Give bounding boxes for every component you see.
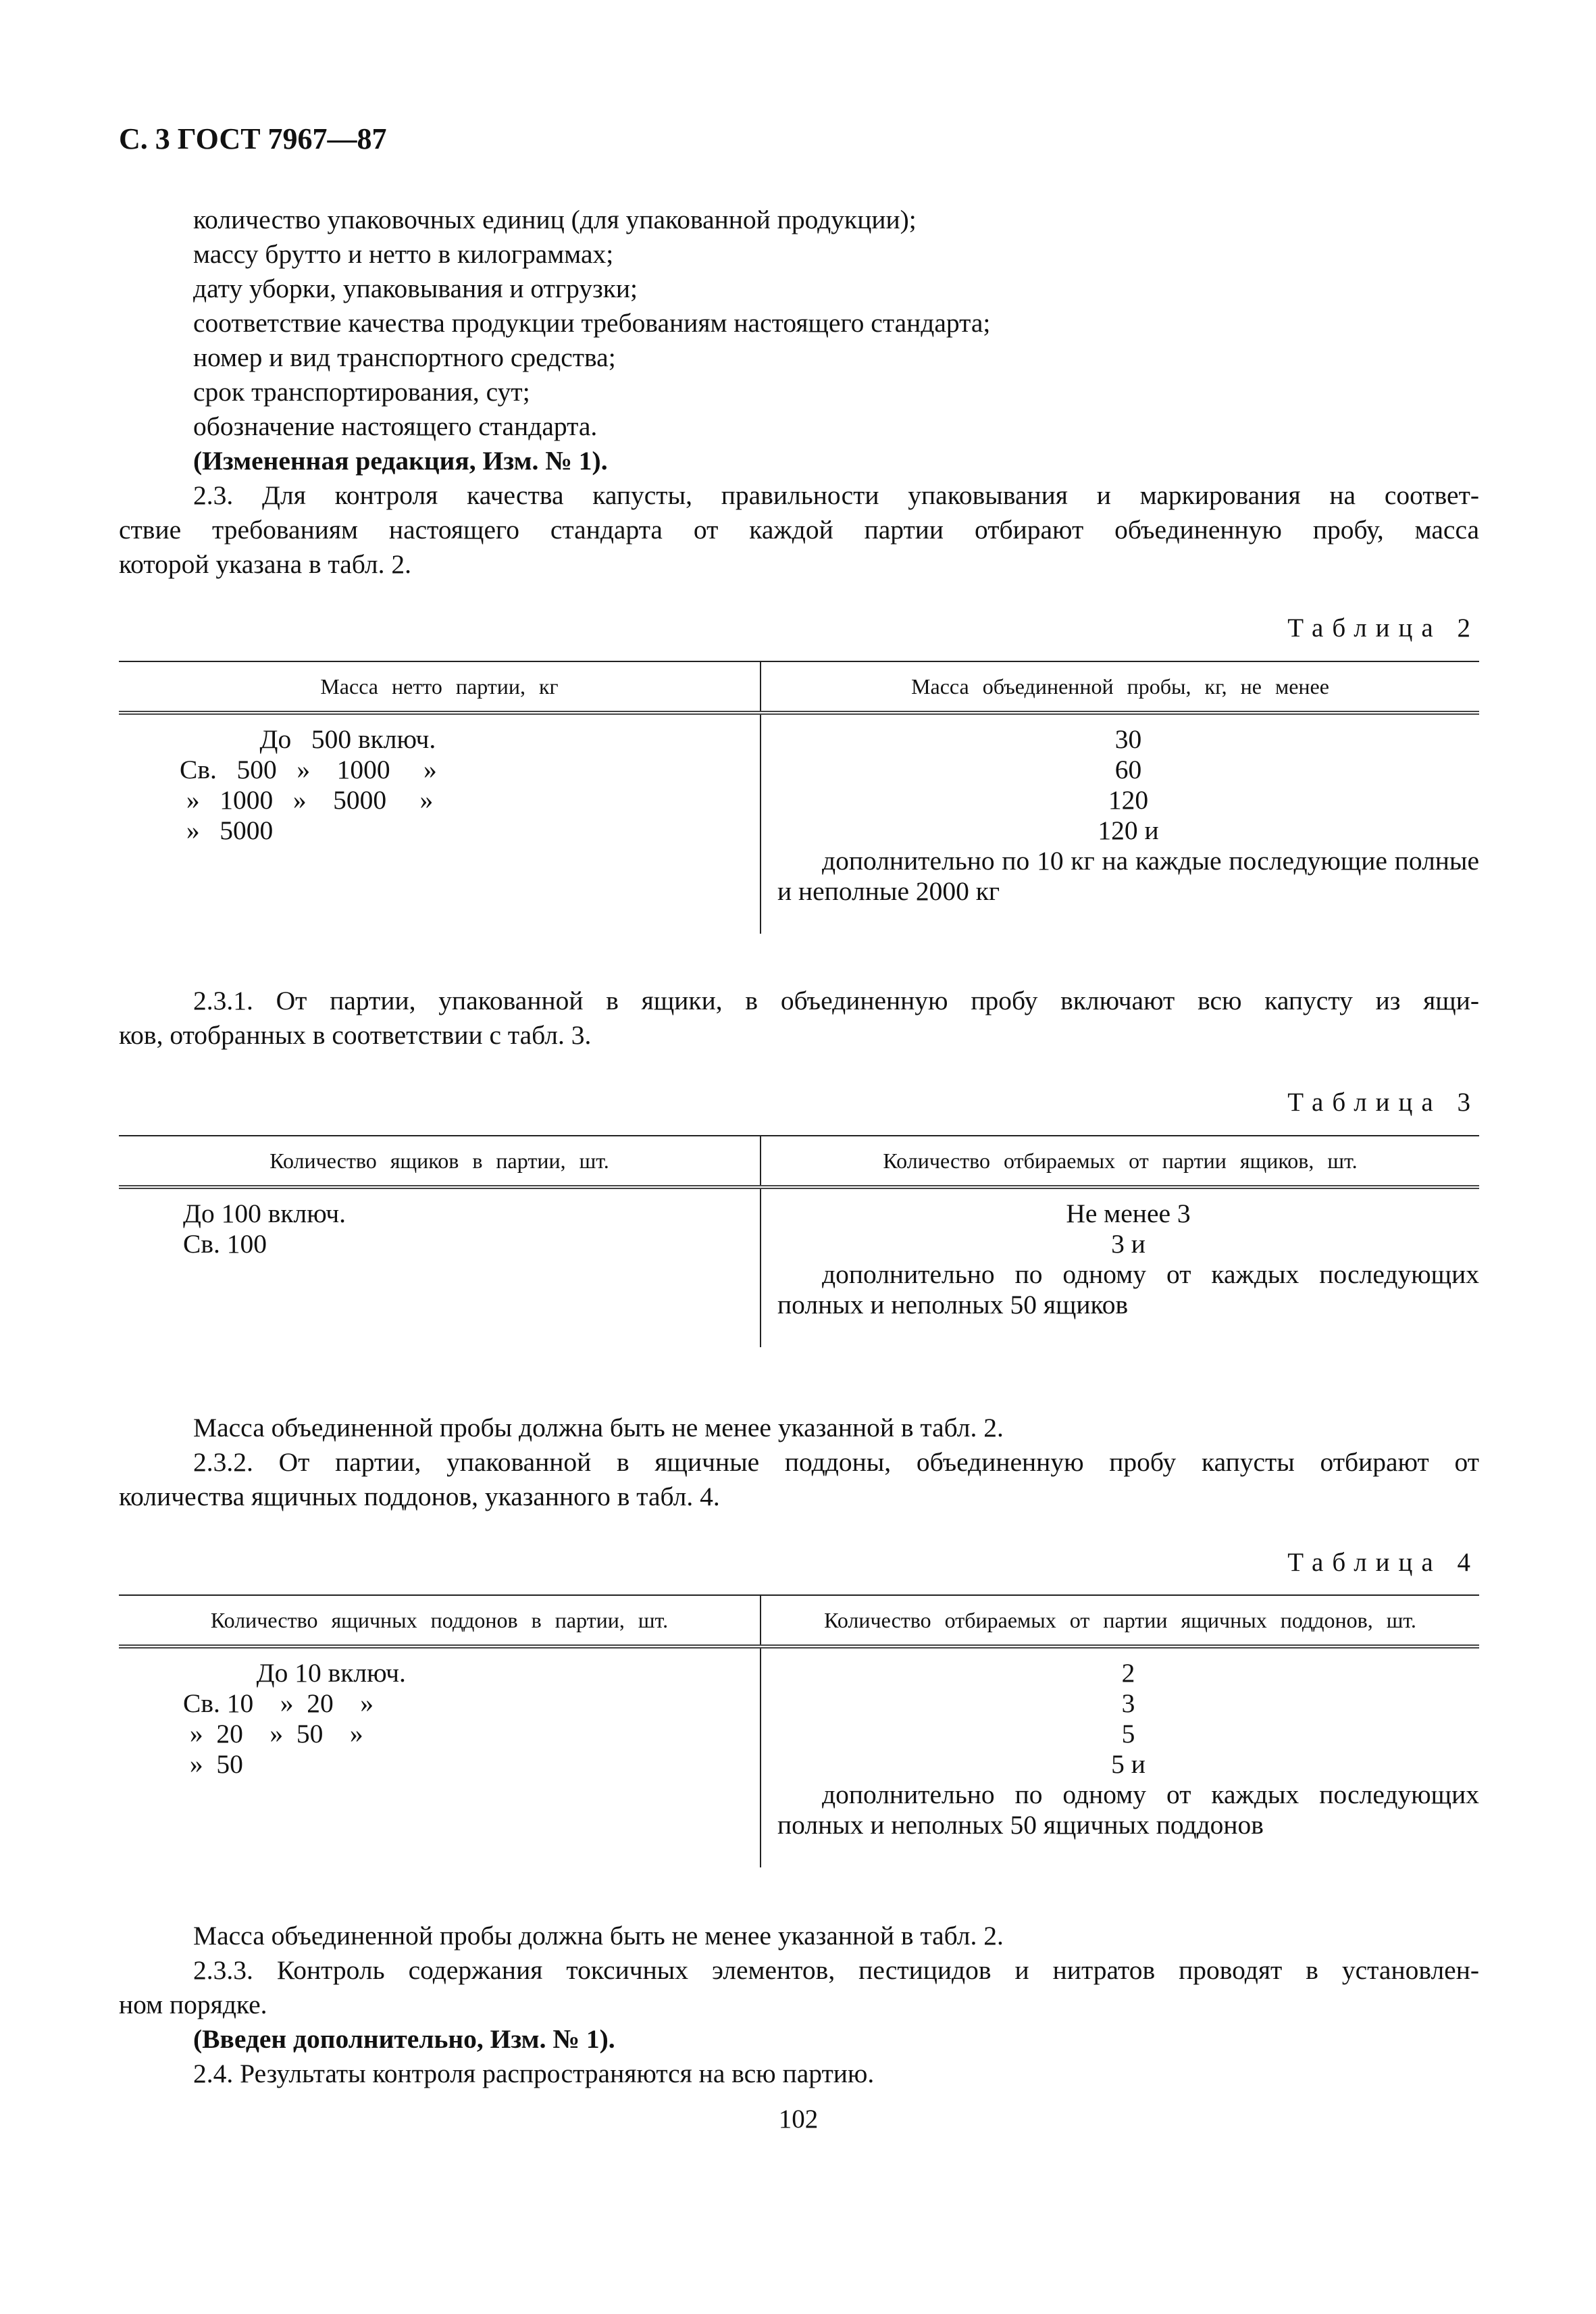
table-header-cell: Масса нетто партии, кг bbox=[119, 661, 761, 713]
table-header-cell: Количество отбираемых от партии ящичных поддонов, шт. bbox=[761, 1595, 1479, 1646]
table-row: Св. 100 bbox=[183, 1229, 267, 1259]
table-row: Св. 10 » 20 » bbox=[183, 1688, 374, 1718]
table-row: До 500 включ. bbox=[180, 724, 436, 754]
table-row: Св. 500 » 1000 » bbox=[180, 755, 437, 784]
table-value: 30 bbox=[1114, 724, 1142, 754]
table-header-cell: Количество отбираемых от партии ящиков, шт. bbox=[761, 1136, 1479, 1187]
table-3-caption: Таблица 3 bbox=[1287, 1088, 1479, 1117]
mid-block bbox=[119, 1411, 1479, 1514]
table-note: дополнительно по 10 кг на каждые последующие полные и неполные 2000 кг bbox=[777, 846, 1479, 906]
table-3 bbox=[119, 1135, 1479, 1347]
page-header: С. 3 ГОСТ 7967—87 bbox=[119, 122, 387, 155]
amendment-note: (Введен дополнительно, Изм. № 1). bbox=[193, 2024, 615, 2054]
list-line: срок транспортирования, сут; bbox=[193, 377, 530, 407]
table-value: 60 bbox=[1114, 755, 1142, 784]
table-row: » 50 bbox=[183, 1749, 243, 1779]
table-row: » 5000 bbox=[180, 815, 274, 845]
table-cell-box-count bbox=[119, 1187, 761, 1347]
table-note: дополнительно по одному от каждых последующих полных и неполных 50 ящиков bbox=[777, 1259, 1479, 1319]
table-cell-selected-boxes bbox=[761, 1187, 1479, 1347]
table-cell-pallet-count bbox=[119, 1646, 761, 1867]
table-2-caption: Таблица 2 bbox=[1287, 613, 1479, 643]
table-4-caption: Таблица 4 bbox=[1287, 1548, 1479, 1577]
paragraph-line: которой указана в табл. 2. bbox=[119, 549, 411, 579]
page-number: 102 bbox=[778, 2105, 819, 2134]
paragraph-line: количества ящичных поддонов, указанного в табл. 4. bbox=[119, 1482, 720, 1511]
table-header-cell: Количество ящиков в партии, шт. bbox=[119, 1136, 761, 1187]
list-line: соответствие качества продукции требованиям настоящего стандарта; bbox=[193, 308, 991, 338]
table-value: 3 и bbox=[1111, 1229, 1145, 1259]
paragraph-line: 2.3.3. Контроль содержания токсичных элементов, пестицидов и нитратов проводят в установлен- bbox=[193, 1955, 1479, 1985]
paragraph-line: ков, отобранных в соответствии с табл. 3. bbox=[119, 1020, 592, 1050]
intro-block bbox=[119, 203, 1479, 582]
paragraph-line: 2.4. Результаты контроля распространяются на всю партию. bbox=[193, 2059, 875, 2088]
table-header-cell: Масса объединенной пробы, кг, не менее bbox=[761, 661, 1479, 713]
table-row: » 20 » 50 » bbox=[183, 1719, 363, 1749]
table-value: 5 и bbox=[1111, 1749, 1145, 1779]
table-2 bbox=[119, 661, 1479, 934]
table-value: 5 bbox=[1121, 1719, 1135, 1749]
table-4 bbox=[119, 1594, 1479, 1867]
table-cell-lot-mass bbox=[119, 713, 761, 934]
list-line: дату уборки, упаковывания и отгрузки; bbox=[193, 274, 638, 303]
table-row: До 10 включ. bbox=[183, 1658, 406, 1688]
table-header-cell: Количество ящичных поддонов в партии, шт. bbox=[119, 1595, 761, 1646]
table-value: Не менее 3 bbox=[1066, 1199, 1191, 1228]
amendment-note: (Измененная редакция, Изм. № 1). bbox=[193, 446, 608, 476]
list-line: обозначение настоящего стандарта. bbox=[193, 411, 598, 441]
paragraph-2-3-1 bbox=[119, 984, 1479, 1053]
table-row: » 1000 » 5000 » bbox=[180, 785, 434, 815]
paragraph-line: 2.3.1. От партии, упакованной в ящики, в объединенную пробу включают всю капусту из ящи- bbox=[193, 986, 1479, 1015]
paragraph-line: ном порядке. bbox=[119, 1990, 267, 2019]
table-value: 3 bbox=[1121, 1688, 1135, 1718]
paragraph-line: 2.3.2. От партии, упакованной в ящичные поддоны, объединенную пробу капусты отбирают от bbox=[193, 1447, 1479, 1477]
table-cell-sample-mass bbox=[761, 713, 1479, 934]
end-block bbox=[119, 1919, 1479, 2091]
table-value: 120 bbox=[1108, 785, 1149, 815]
table-row: До 100 включ. bbox=[183, 1199, 346, 1228]
paragraph-line: Масса объединенной пробы должна быть не менее указанной в табл. 2. bbox=[193, 1921, 1004, 1951]
list-line: массу брутто и нетто в килограммах; bbox=[193, 239, 614, 269]
table-value: 2 bbox=[1121, 1658, 1135, 1688]
table-note: дополнительно по одному от каждых последующих полных и неполных 50 ящичных поддонов bbox=[777, 1780, 1479, 1840]
table-cell-selected-pallets bbox=[761, 1646, 1479, 1867]
list-line: номер и вид транспортного средства; bbox=[193, 343, 616, 372]
paragraph-line: Масса объединенной пробы должна быть не менее указанной в табл. 2. bbox=[193, 1413, 1004, 1442]
table-value: 120 и bbox=[1098, 815, 1159, 845]
paragraph-line: 2.3. Для контроля качества капусты, правильности упаковывания и маркирования на соответ- bbox=[193, 480, 1479, 510]
paragraph-line: ствие требованиям настоящего стандарта от каждой партии отбирают объединенную пробу, масса bbox=[119, 515, 1479, 545]
list-line: количество упаковочных единиц (для упакованной продукции); bbox=[193, 205, 917, 234]
